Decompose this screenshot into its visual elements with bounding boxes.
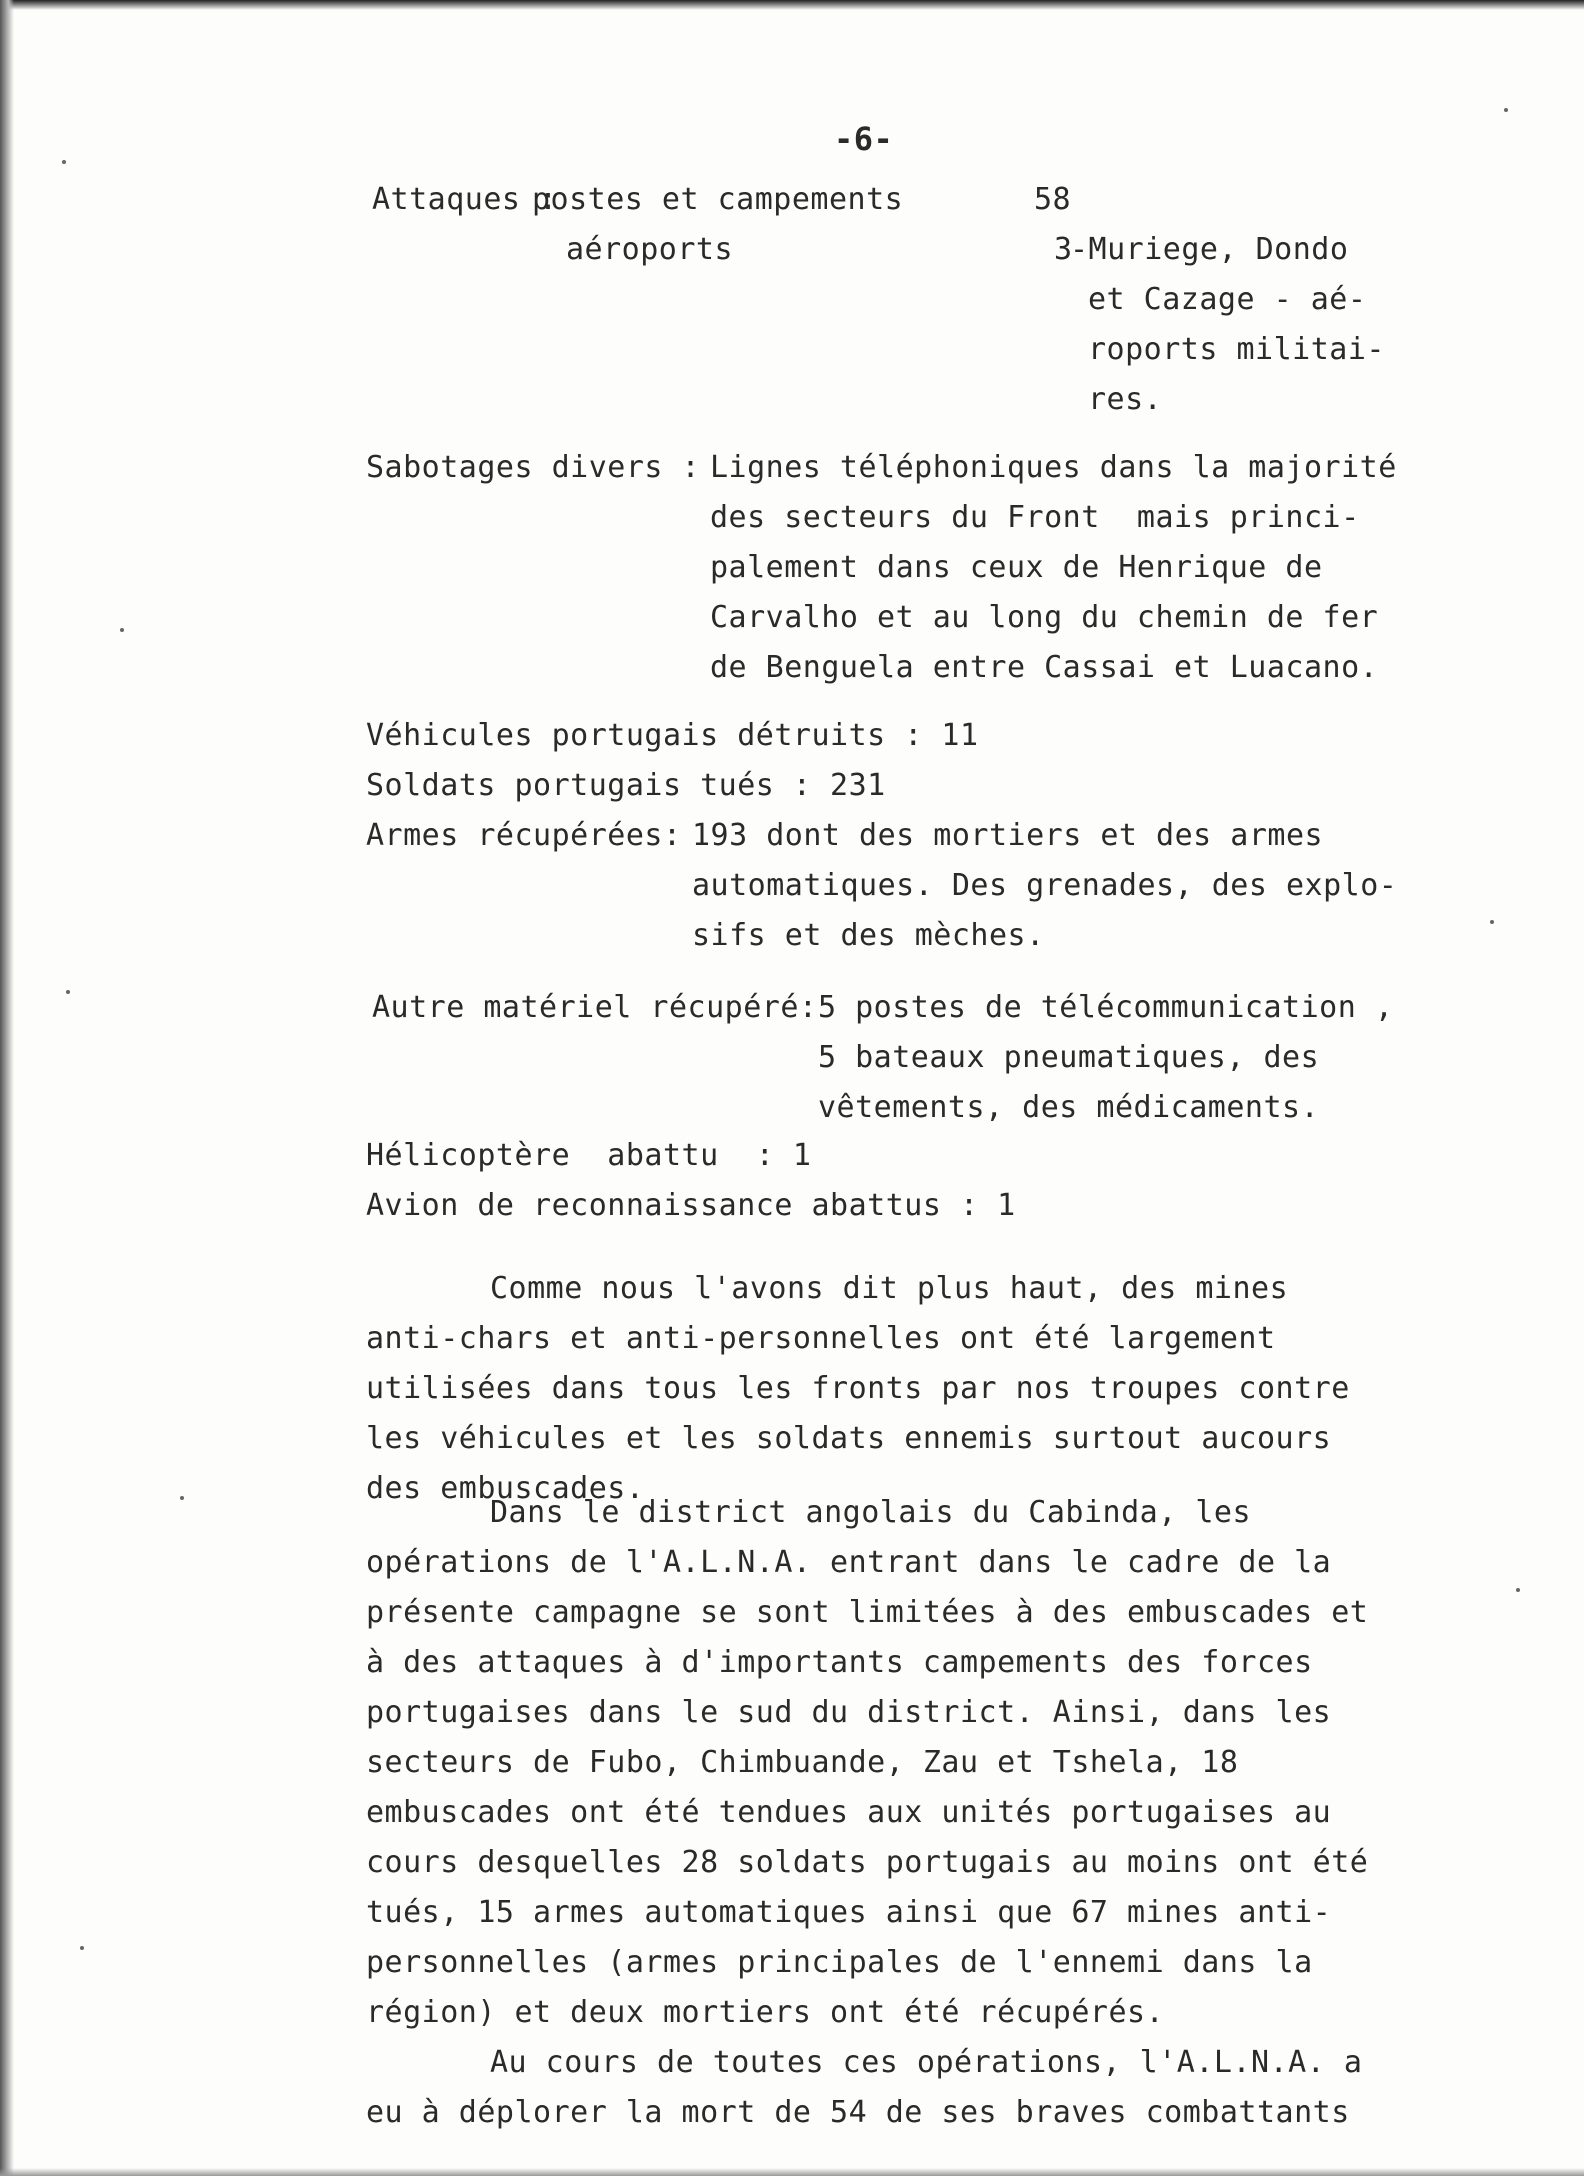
soldiers-killed: Soldats portugais tués : 231 bbox=[366, 768, 886, 803]
other-materiel-line: 5 bateaux pneumatiques, des bbox=[818, 1040, 1320, 1075]
sabotages-line: de Benguela entre Cassai et Luacano. bbox=[710, 650, 1379, 685]
helicopter-downed: Hélicoptère abattu : 1 bbox=[366, 1138, 812, 1173]
attacks-item-posts: postes et campements bbox=[532, 182, 904, 217]
sabotages-line: Carvalho et au long du chemin de fer bbox=[710, 600, 1379, 635]
weapons-label: Armes récupérées: bbox=[366, 818, 682, 853]
attacks-note-line: et Cazage - aé- bbox=[1088, 282, 1367, 317]
sabotages-label: Sabotages divers : bbox=[366, 450, 701, 485]
weapons-line: sifs et des mèches. bbox=[692, 918, 1045, 953]
body-paragraph: Dans le district angolais du Cabinda, les opérations de l'A.L.N.A. entrant dans le cadre de la présente campagne se sont limitées à des embuscades et à des attaques à d'importants campements des forces portugaises dans le sud du district. Ainsi, dans les secteurs de Fubo, Chimbuande, Zau et Tshela, 18 embuscades ont été tendues aux unités portugaises au cours desquelles 28 soldats portugais au moins ont été tués, 15 armes automatiques ainsi que 67 mines anti-personnelles (armes principales de l'ennemi dans la région) et deux mortiers ont été récupérés. bbox=[366, 1495, 1369, 2030]
scan-edge-bottom bbox=[0, 2168, 1584, 2176]
scan-speck bbox=[66, 990, 70, 994]
weapons-line: automatiques. Des grenades, des explo- bbox=[692, 868, 1398, 903]
weapons-line: 193 dont des mortiers et des armes bbox=[692, 818, 1324, 853]
body-paragraph: Au cours de toutes ces opérations, l'A.L.N.A. a eu à déplorer la mort de 54 de ses braves combattants bbox=[366, 2045, 1363, 2130]
other-materiel-line: 5 postes de télécommunication , bbox=[818, 990, 1394, 1025]
sabotages-line: Lignes téléphoniques dans la majorité bbox=[710, 450, 1397, 485]
sabotages-line: des secteurs du Front mais princi- bbox=[710, 500, 1360, 535]
recon-plane-downed: Avion de reconnaissance abattus : 1 bbox=[366, 1188, 1016, 1223]
other-materiel-line: vêtements, des médicaments. bbox=[818, 1090, 1320, 1125]
scan-speck bbox=[1504, 108, 1508, 112]
attacks-note-line: -Muriege, Dondo bbox=[1070, 232, 1349, 267]
scan-speck bbox=[180, 1496, 184, 1500]
vehicles-destroyed: Véhicules portugais détruits : 11 bbox=[366, 718, 979, 753]
attacks-value-posts: 58 bbox=[1034, 182, 1072, 217]
attacks-value-airports: 3 bbox=[1054, 232, 1073, 267]
attacks-item-airports: aéroports bbox=[566, 232, 734, 267]
other-materiel-label: Autre matériel récupéré: bbox=[372, 990, 818, 1025]
scan-speck bbox=[120, 628, 124, 632]
scan-speck bbox=[1490, 920, 1494, 924]
scan-speck bbox=[1516, 1588, 1520, 1592]
scan-speck bbox=[80, 1946, 84, 1950]
attacks-note-line: roports militai- bbox=[1088, 332, 1385, 367]
scan-speck bbox=[62, 160, 66, 164]
page-number: -6- bbox=[834, 120, 894, 158]
scan-edge-left bbox=[0, 0, 14, 2176]
scan-edge-top bbox=[0, 0, 1584, 10]
attacks-label: Attaques : bbox=[372, 182, 558, 217]
body-paragraph: Comme nous l'avons dit plus haut, des mines anti-chars et anti-personnelles ont été largement utilisées dans tous les fronts par nos troupes contre les véhicules et les soldats ennemis surtout aucours des embuscades. bbox=[366, 1271, 1350, 1506]
attacks-note-line: res. bbox=[1088, 382, 1163, 417]
sabotages-line: palement dans ceux de Henrique de bbox=[710, 550, 1323, 585]
